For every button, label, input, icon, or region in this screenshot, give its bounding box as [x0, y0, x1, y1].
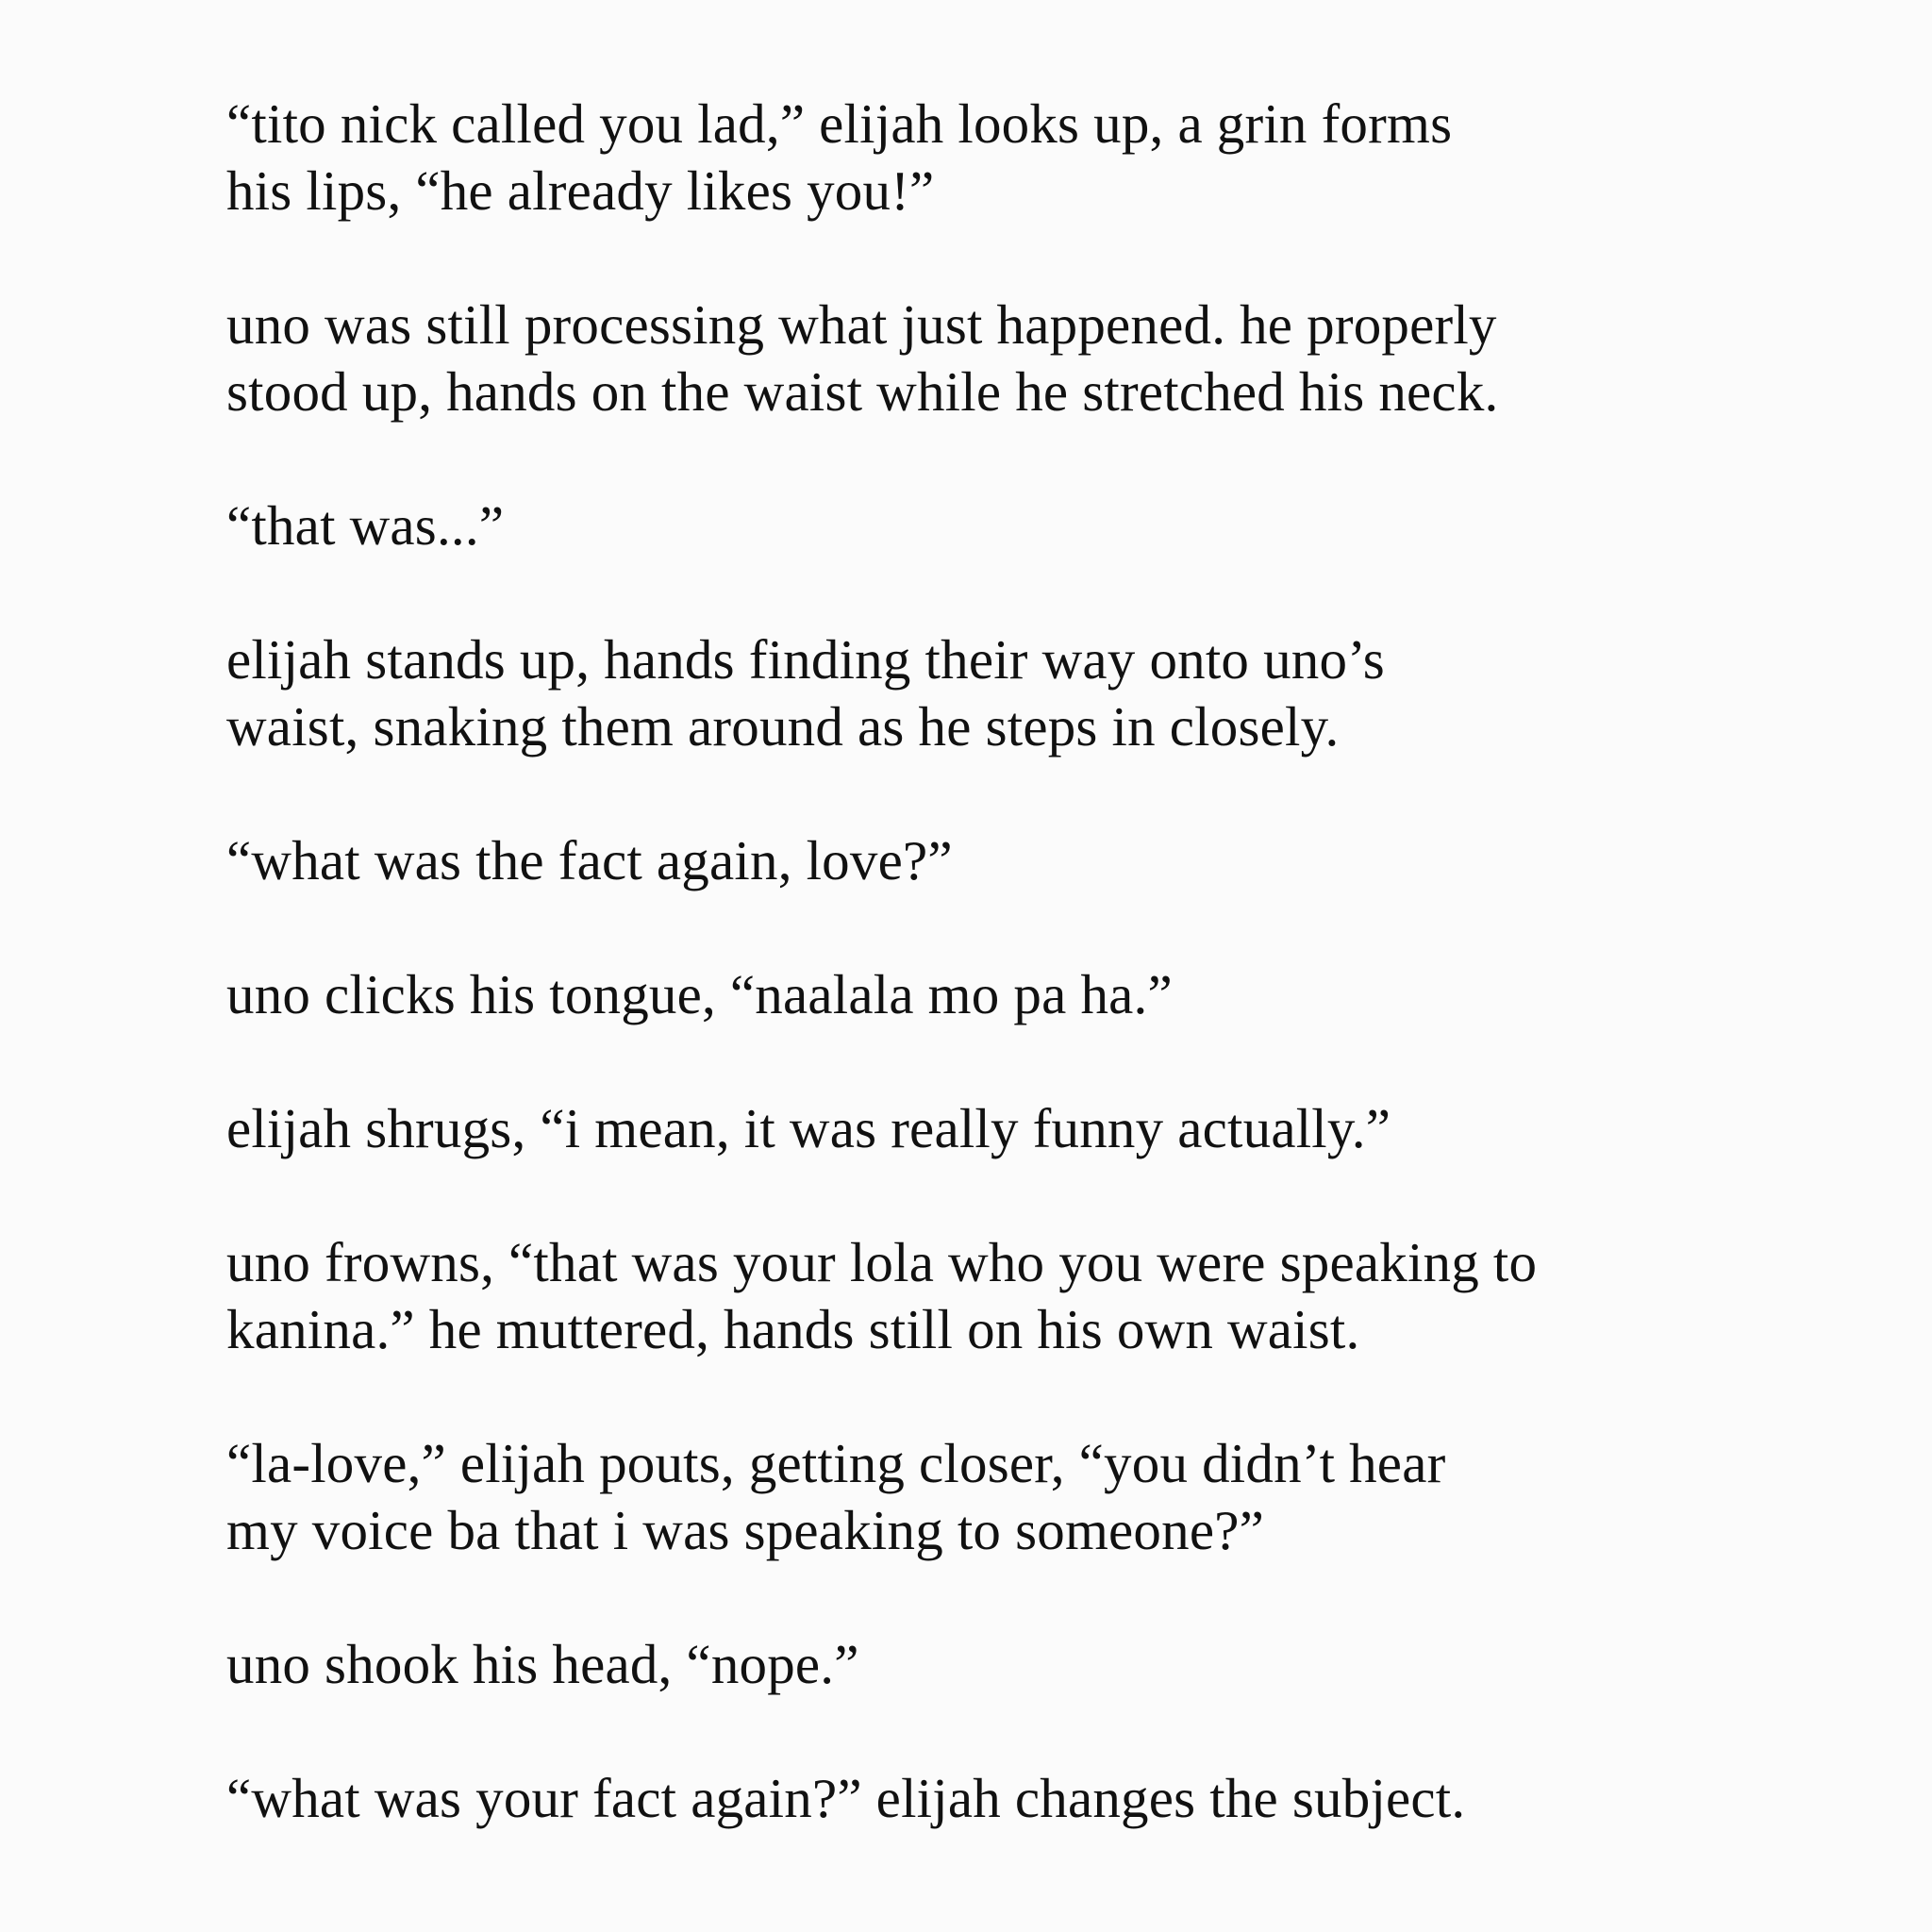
paragraph: [226, 1631, 1830, 1698]
text-line: my voice ba that i was speaking to someone?”: [226, 1499, 1264, 1561]
text-line: “what was your fact again?” elijah changes the subject.: [226, 1767, 1466, 1829]
text-line: waist, snaking them around as he steps in closely.: [226, 695, 1340, 758]
paragraph: [226, 291, 1830, 425]
paragraph: [226, 1765, 1830, 1832]
text-line: elijah shrugs, “i mean, it was really funny actually.”: [226, 1097, 1391, 1159]
text-line: elijah stands up, hands finding their way onto uno’s: [226, 628, 1385, 691]
paragraph: [226, 827, 1830, 894]
text-line: kanina.” he muttered, hands still on his own waist.: [226, 1298, 1360, 1360]
text-line: “what was the fact again, love?”: [226, 829, 953, 891]
paragraph: [226, 961, 1830, 1028]
paragraph: [226, 1095, 1830, 1162]
paragraph: [226, 91, 1830, 225]
paragraph: [226, 492, 1830, 559]
paragraph: [226, 626, 1830, 760]
text-line: “tito nick called you lad,” elijah looks up, a grin forms: [226, 92, 1453, 155]
text-line: “that was...”: [226, 494, 505, 557]
text-line: uno frowns, “that was your lola who you were speaking to: [226, 1231, 1538, 1293]
text-line: his lips, “he already likes you!”: [226, 159, 935, 222]
text-line: “la-love,” elijah pouts, getting closer, “you didn’t hear: [226, 1432, 1446, 1494]
paragraph: [226, 1229, 1830, 1363]
text-line: uno clicks his tongue, “naalala mo pa ha.”: [226, 963, 1173, 1025]
text-line: stood up, hands on the waist while he stretched his neck.: [226, 360, 1499, 423]
text-line: uno shook his head, “nope.”: [226, 1633, 859, 1695]
story-text-page: [226, 91, 1830, 1899]
text-line: uno was still processing what just happened. he properly: [226, 293, 1497, 356]
paragraph: [226, 1430, 1830, 1564]
